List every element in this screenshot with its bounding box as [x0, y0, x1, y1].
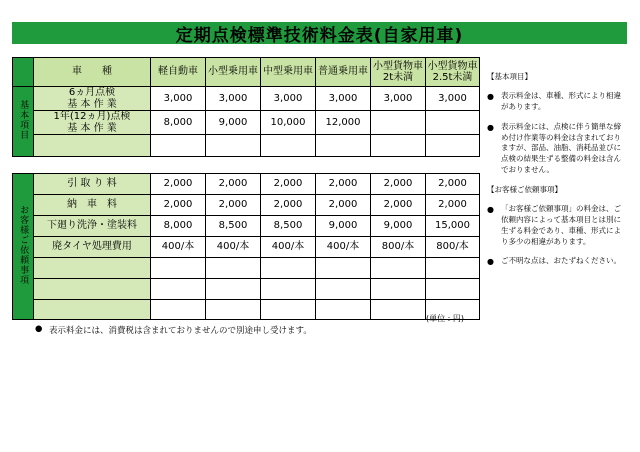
price-cell	[426, 258, 480, 279]
price-cell: 3,000	[371, 87, 426, 111]
footnote	[35, 324, 312, 336]
price-cell: 2,000	[206, 195, 261, 216]
bullet-icon: ●	[35, 324, 43, 334]
basic-notes-heading: 【基本項目】	[487, 72, 532, 81]
table-row	[13, 174, 480, 195]
bullet-icon: ●	[487, 204, 494, 214]
price-cell: 400/本	[206, 237, 261, 258]
section-label-text: お客様ご依頼事項	[18, 204, 29, 285]
bullet-icon: ●	[487, 257, 494, 267]
price-cell: 10,000	[261, 111, 316, 135]
note-item	[487, 204, 627, 248]
col-header: 小型貨物車 2t未満	[371, 58, 426, 87]
section-label-text: 基本項目	[18, 99, 29, 140]
basic-items-table	[12, 57, 480, 157]
price-cell: 3,000	[426, 87, 480, 111]
price-cell: 15,000	[426, 216, 480, 237]
note-item	[487, 122, 627, 176]
row-label	[34, 135, 151, 157]
price-cell: 3,000	[206, 87, 261, 111]
price-cell	[206, 135, 261, 157]
bullet-icon: ●	[487, 91, 494, 101]
price-cell: 8,000	[151, 216, 206, 237]
price-cell	[316, 258, 371, 279]
price-cell: 2,000	[316, 174, 371, 195]
price-cell: 2,000	[371, 195, 426, 216]
table-row	[13, 87, 480, 111]
price-cell	[316, 279, 371, 300]
header-row	[13, 58, 480, 87]
price-cell	[426, 135, 480, 157]
col-header: 小型乗用車	[206, 58, 261, 87]
price-cell: 3,000	[316, 87, 371, 111]
bullet-icon: ●	[487, 122, 494, 132]
price-cell: 9,000	[316, 216, 371, 237]
price-cell: 9,000	[371, 216, 426, 237]
price-cell	[151, 279, 206, 300]
note-text: 表示料金には、点検に伴う簡単な締め付け作業等の料金は含まれておりますが、部品、油脂、消耗品並びに点検の結果生ずる整備の料金は含んでおりません。	[501, 121, 621, 175]
table-row	[13, 216, 480, 237]
note-item	[487, 256, 627, 268]
price-cell: 400/本	[261, 237, 316, 258]
footnote-text: 表示料金には、消費税は含まれておりませんので別途申し受けます。	[49, 326, 312, 336]
section-label	[13, 87, 34, 157]
table-row	[13, 195, 480, 216]
row-label: 納 車 料	[34, 195, 151, 216]
request-notes-heading: 【お客様ご依頼事項】	[487, 185, 562, 194]
price-cell	[371, 258, 426, 279]
price-cell: 2,000	[316, 195, 371, 216]
price-cell	[316, 135, 371, 157]
col-header: 小型貨物車 2.5t未満	[426, 58, 480, 87]
price-cell	[371, 279, 426, 300]
col-header: 中型乗用車	[261, 58, 316, 87]
title-bar	[12, 22, 627, 44]
row-label: 下廻り洗浄・塗装料	[34, 216, 151, 237]
price-cell	[261, 300, 316, 320]
price-cell: 2,000	[261, 195, 316, 216]
price-cell: 2,000	[261, 174, 316, 195]
price-cell	[261, 258, 316, 279]
price-cell: 8,000	[151, 111, 206, 135]
price-cell: 9,000	[206, 111, 261, 135]
note-text: ご不明な点は、おたずねください。	[501, 256, 621, 266]
table-row	[13, 258, 480, 279]
col-header: 普通乗用車	[316, 58, 371, 87]
price-cell	[206, 300, 261, 320]
request-items-table	[12, 173, 480, 320]
table-row	[13, 300, 480, 320]
col-header: 軽自動車	[151, 58, 206, 87]
table-row	[13, 279, 480, 300]
price-cell: 2,000	[426, 195, 480, 216]
row-label: 引 取 り 料	[34, 174, 151, 195]
note-item	[487, 91, 627, 113]
price-cell: 3,000	[261, 87, 316, 111]
price-cell: 12,000	[316, 111, 371, 135]
row-label	[34, 300, 151, 320]
row-label	[34, 279, 151, 300]
table-row	[13, 237, 480, 258]
price-cell: 800/本	[371, 237, 426, 258]
price-cell: 8,500	[206, 216, 261, 237]
price-cell: 3,000	[151, 87, 206, 111]
row-label: 1年(12ヵ月)点検 基 本 作 業	[34, 111, 151, 135]
row-label: 6ヵ月点検 基 本 作 業	[34, 87, 151, 111]
price-cell	[261, 279, 316, 300]
price-cell	[316, 300, 371, 320]
price-cell	[151, 300, 206, 320]
vehicle-type-header: 車 種	[34, 58, 151, 87]
price-cell	[371, 300, 426, 320]
price-cell: 2,000	[426, 174, 480, 195]
price-cell	[426, 279, 480, 300]
price-cell: 2,000	[371, 174, 426, 195]
price-cell	[206, 279, 261, 300]
price-cell	[371, 111, 426, 135]
row-label: 廃タイヤ処理費用	[34, 237, 151, 258]
note-text: 表示料金は、車種、形式により相違があります。	[501, 90, 621, 111]
price-cell	[206, 258, 261, 279]
price-cell: 800/本	[426, 237, 480, 258]
price-cell	[371, 135, 426, 157]
page-title: 定期点検標準技術料金表(自家用車)	[175, 25, 464, 46]
section-label	[13, 174, 34, 320]
header-corner	[13, 58, 34, 87]
price-cell	[151, 135, 206, 157]
price-cell	[426, 111, 480, 135]
price-cell: 8,500	[261, 216, 316, 237]
notes-panel	[487, 72, 627, 277]
price-cell	[151, 258, 206, 279]
note-text: 「お客様ご依頼事項」の料金は、ご依頼内容によって基本項目とは別に生ずる料金であり、車種、形式により多少の相違があります。	[501, 203, 621, 246]
table-row	[13, 111, 480, 135]
table-row	[13, 135, 480, 157]
price-cell: 400/本	[151, 237, 206, 258]
price-cell: 2,000	[151, 195, 206, 216]
row-label	[34, 258, 151, 279]
price-cell: 400/本	[316, 237, 371, 258]
price-cell	[261, 135, 316, 157]
price-cell: 2,000	[151, 174, 206, 195]
unit-note: (単位 : 円)	[426, 314, 465, 323]
price-cell: 2,000	[206, 174, 261, 195]
